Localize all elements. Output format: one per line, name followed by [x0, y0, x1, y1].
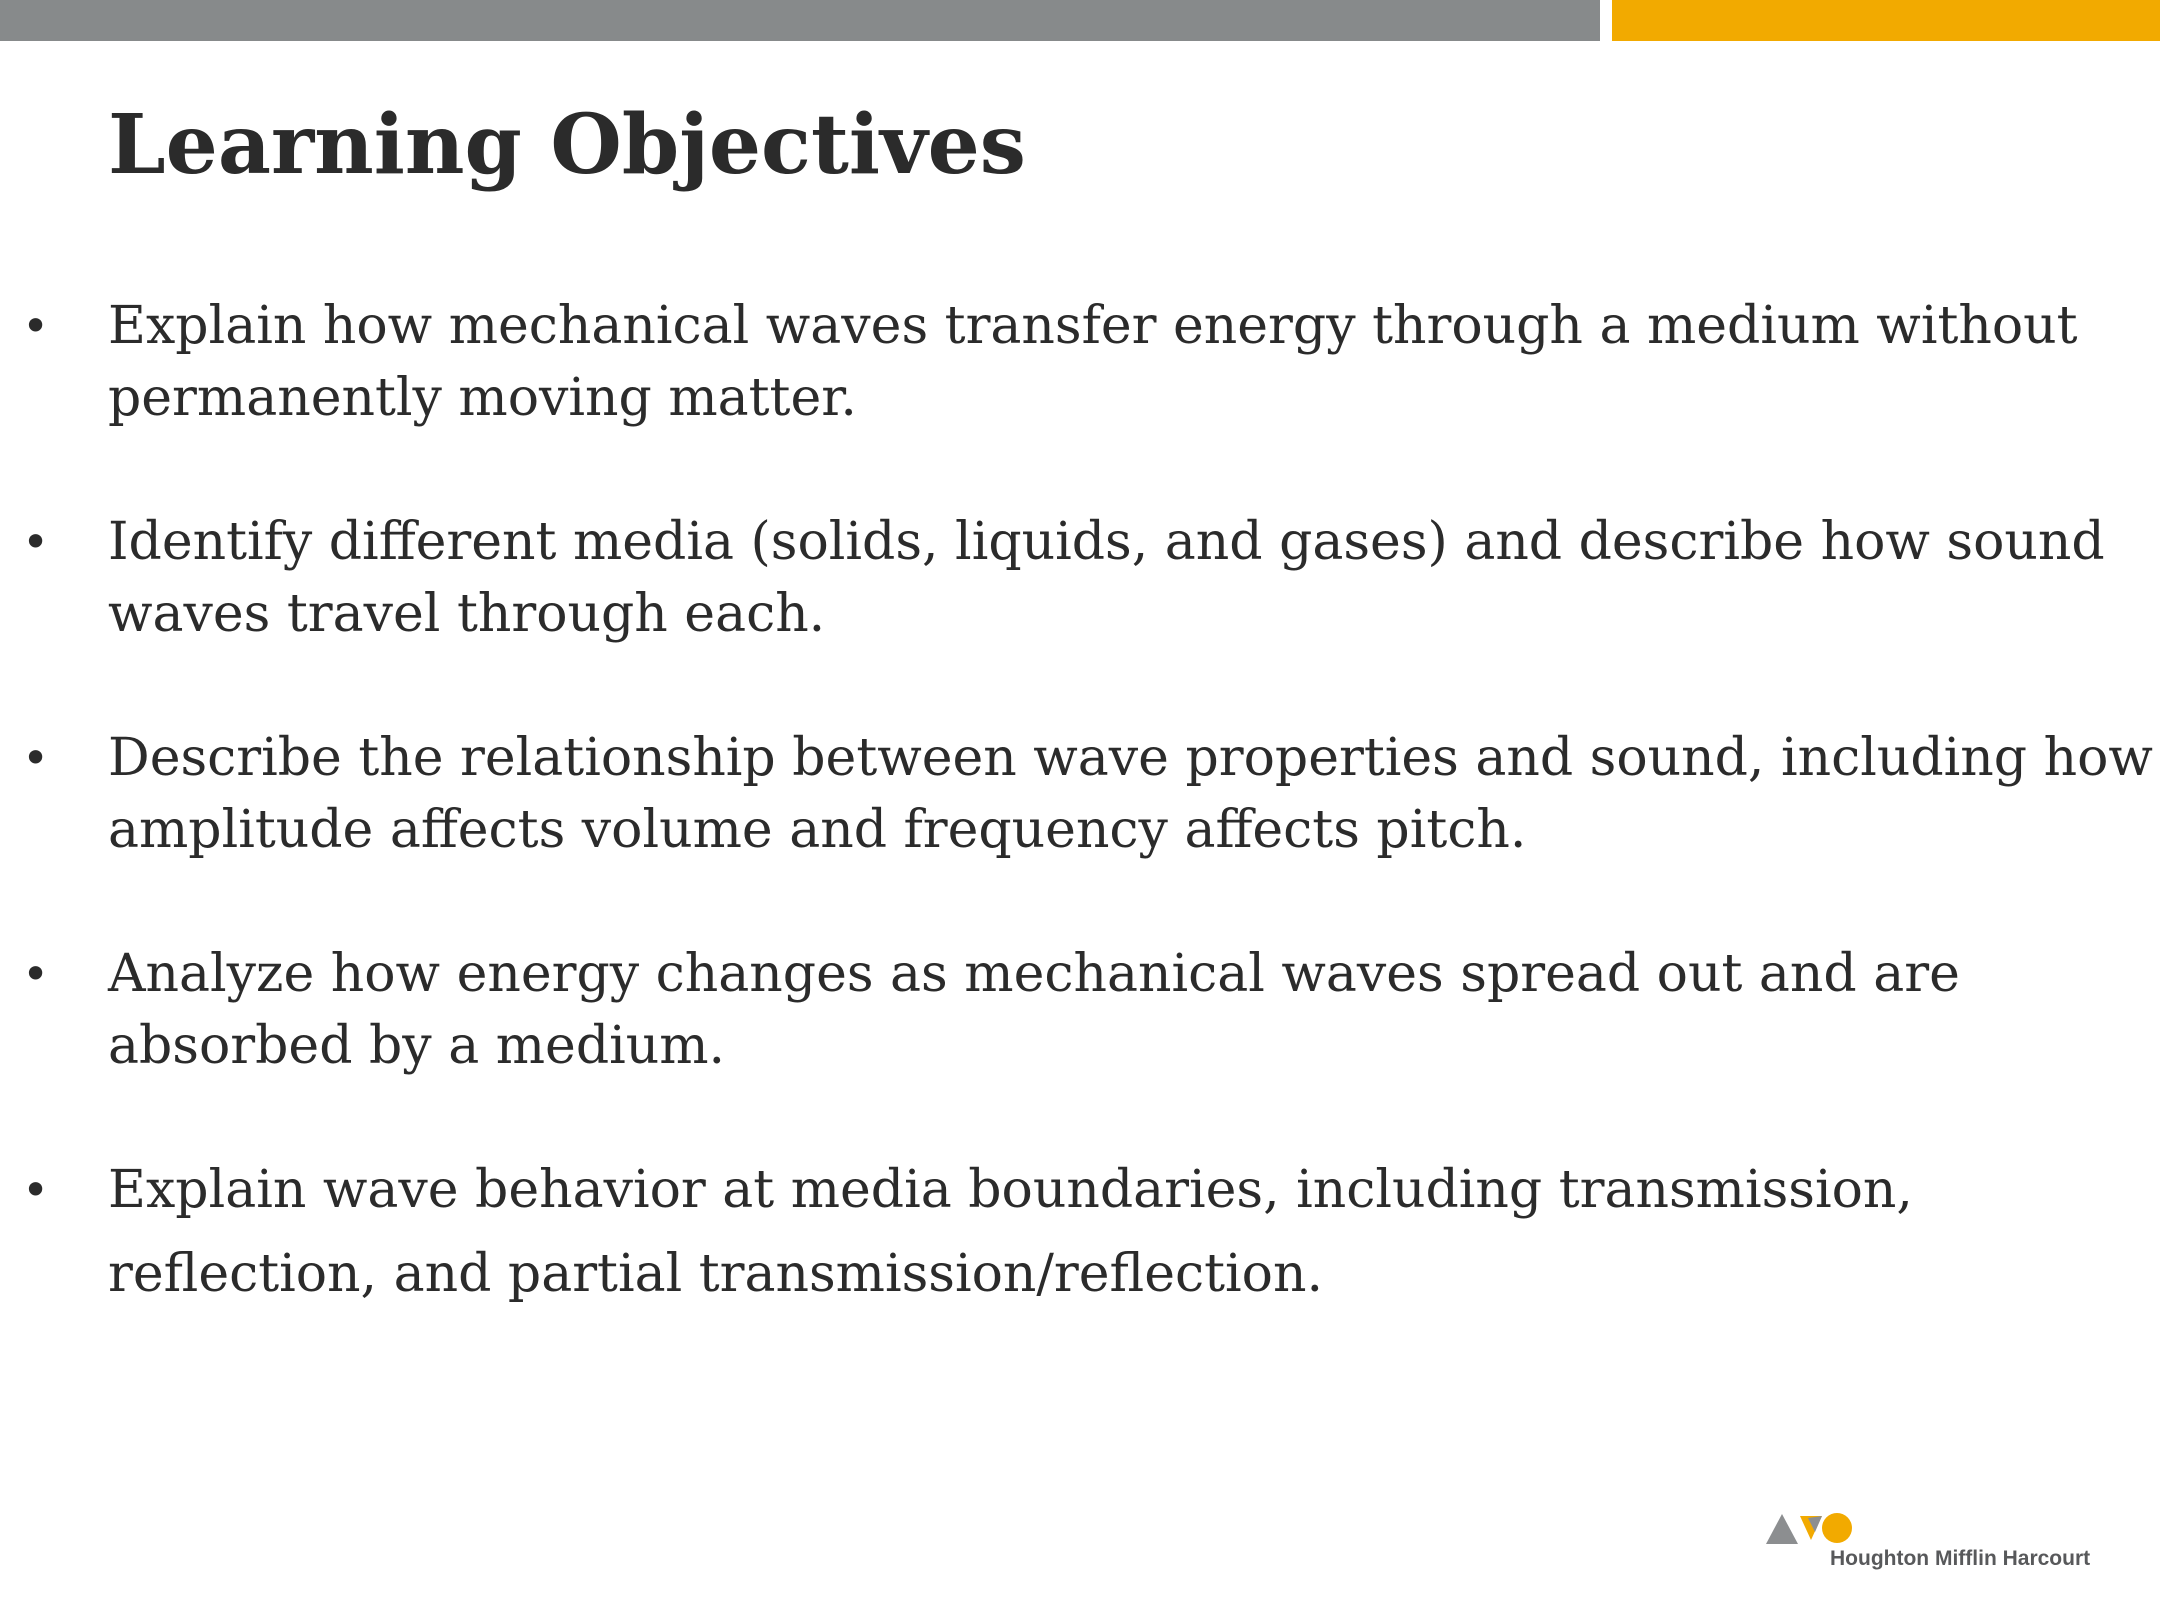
- objective-text: Identify different media (solids, liquids, and gases) and describe how sound waves travel through each.: [108, 512, 2105, 644]
- objective-text: Analyze how energy changes as mechanical waves spread out and are absorbed by a medium.: [108, 944, 1960, 1076]
- bullet-icon: •: [22, 299, 50, 353]
- header-bar-gold: [1612, 0, 2160, 41]
- hmh-logo-icon: [1764, 1510, 1854, 1546]
- bullet-icon: •: [22, 947, 50, 1001]
- publisher-name: Houghton Mifflin Harcourt: [1830, 1547, 2091, 1570]
- slide-title: Learning Objectives: [108, 97, 1026, 193]
- objective-text: Explain how mechanical waves transfer energy through a medium without permanently moving matter.: [108, 296, 2078, 428]
- bullet-icon: •: [22, 515, 50, 569]
- objective-text: Explain wave behavior at media boundaries, including transmission, reflection, and partial transmission/reflection.: [108, 1160, 1913, 1304]
- bullet-icon: •: [22, 1163, 50, 1217]
- objective-text: Describe the relationship between wave properties and sound, including how amplitude affects volume and frequency affects pitch.: [108, 728, 2153, 860]
- header-bar-gray: [0, 0, 1600, 41]
- publisher-logo: [1764, 1510, 2104, 1580]
- bullet-icon: •: [22, 731, 50, 785]
